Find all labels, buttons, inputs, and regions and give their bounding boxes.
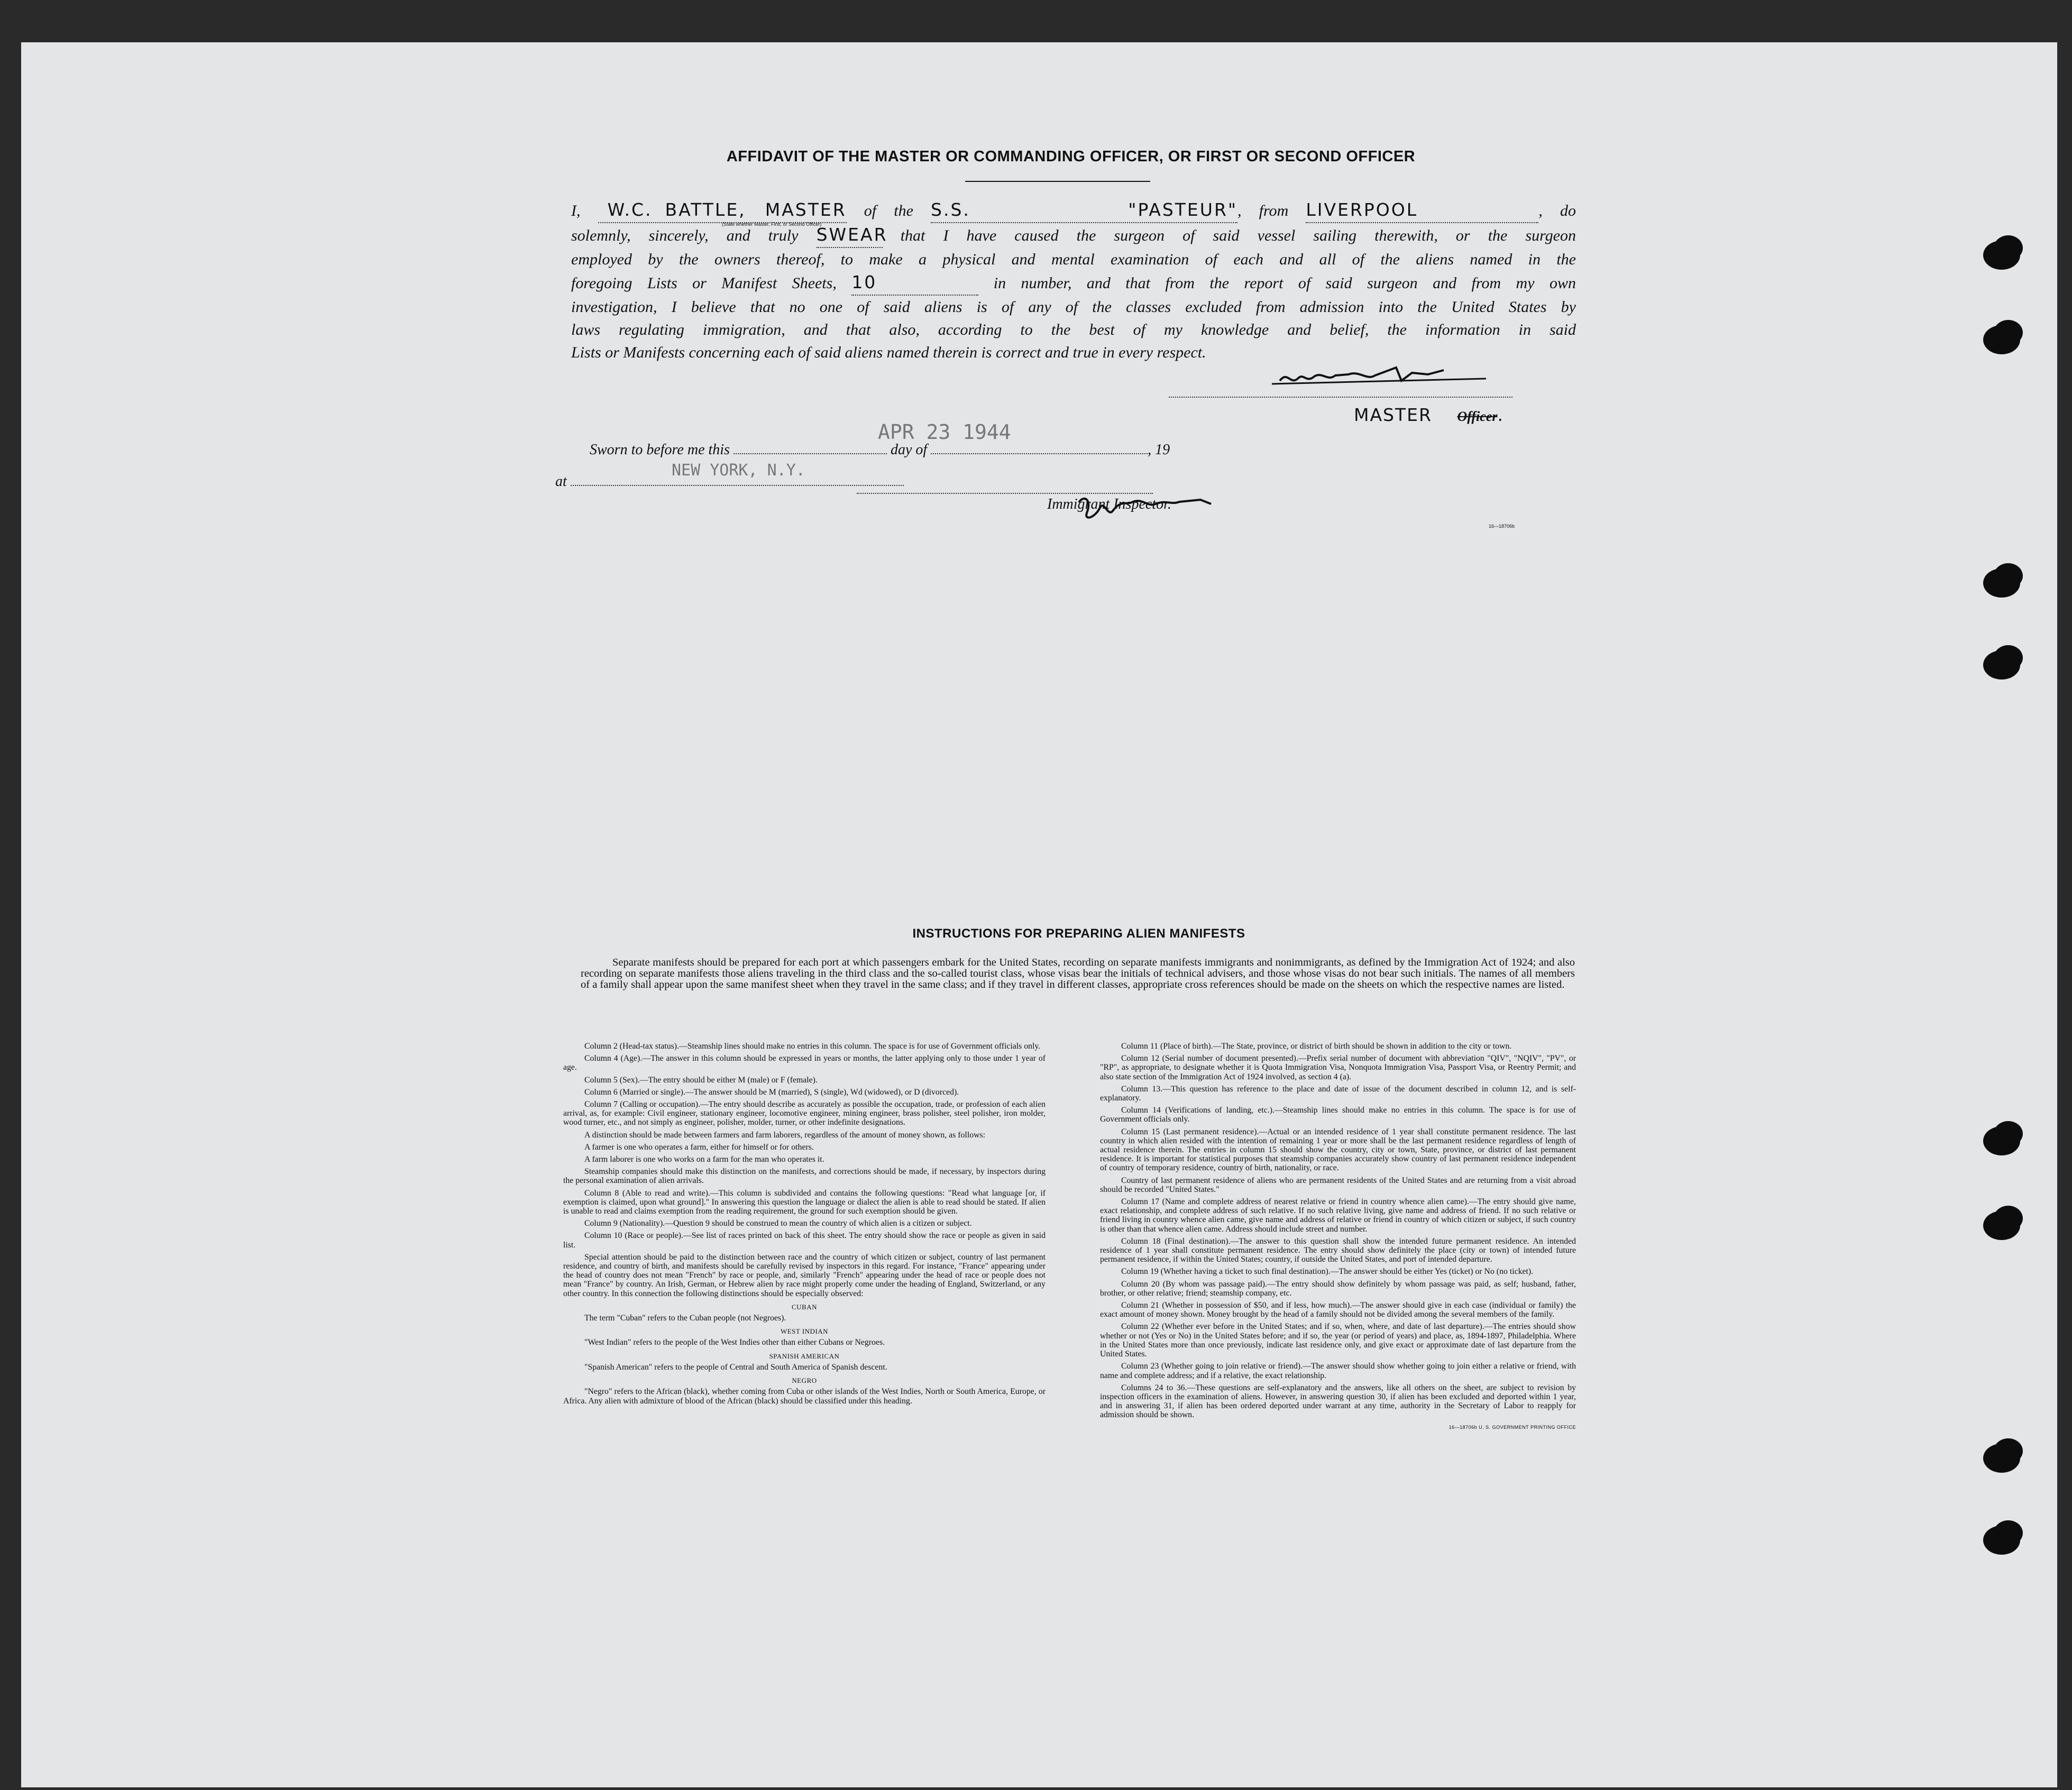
- cuban-paragraph: The term "Cuban" refers to the Cuban people (not Negroes).: [584, 1314, 786, 1323]
- master-signature: [1269, 360, 1497, 391]
- sheet-count-field: 10: [851, 271, 978, 296]
- binder-hole: [1983, 1126, 2020, 1155]
- vessel-field: S.S. "PASTEUR": [931, 198, 1237, 223]
- instruction-paragraph: Column 10 (Race or people).—See list of races printed on back of this sheet. The entry should show the race or people as given in said list.: [563, 1231, 1046, 1250]
- title-rule: [965, 181, 1150, 182]
- binder-hole: [1983, 241, 2020, 270]
- instruction-paragraph: Column 21 (Whether in possession of $50, and if less, how much).—The answer should give in each case (individual or family) the exact amount of money shown. Money brought by the head of a family should not be divided among the several members of the family.: [1100, 1301, 1576, 1319]
- spanish-american-heading: SPANISH AMERICAN: [769, 1352, 840, 1360]
- printing-office-footer: 16—18706b U. S. GOVERNMENT PRINTING OFFICE: [1448, 1424, 1576, 1430]
- affidavit-title: AFFIDAVIT OF THE MASTER OR COMMANDING OFFICER, OR FIRST OR SECOND OFFICER: [726, 148, 1416, 165]
- instruction-paragraph: Steamship companies should make this distinction on the manifests, and corrections should be made, if necessary, by inspectors during the personal examination of alien arrivals.: [563, 1167, 1046, 1186]
- instruction-paragraph: Column 13.—This question has reference to the place and date of issue of the document described in column 12, and is self-explanatory.: [1100, 1084, 1576, 1103]
- binder-hole: [1983, 325, 2020, 354]
- instruction-paragraph: Column 2 (Head-tax status).—Steamship lines should make no entries in this column. The space is for use of Government officials only.: [584, 1042, 1041, 1051]
- west-indian-heading: WEST INDIAN: [780, 1327, 829, 1336]
- officer-name-field: W.C. BATTLE, MASTER: [598, 198, 847, 223]
- negro-heading: NEGRO: [792, 1376, 817, 1385]
- instruction-paragraph: Column 22 (Whether ever before in the United States; and if so, when, where, and date of last departure).—The entries should show whether or not (Yes or No) in the United States before; and if so, the year (or period of years) and place, as, 1894-1897, Philadelphia. Where in the United States more than once previously, indicate last residence only, and give exact or approximate date of last departure from the United States.: [1100, 1322, 1576, 1359]
- instruction-paragraph: Special attention should be paid to the distinction between race and the country of which citizen or subject, country of last permanent residence, and country of birth, and manifests should be carefully revised by inspectors in this regard. For instance, "France" appearing under the head of country does not mean "French" by race or people, and, similarly "French" appearing under the head of race or people does not mean "France" by country. An Irish, German, or Hebrew alien by race might properly come under the heading of England, Switzerland, or any other country. In this connection the following distinctions should be especially observed:: [563, 1252, 1046, 1298]
- date-stamp: APR 23 1944: [878, 420, 1011, 444]
- port-field: LIVERPOOL: [1306, 198, 1538, 223]
- place-stamp: NEW YORK, N.Y.: [672, 461, 805, 480]
- instruction-paragraph: Column 7 (Calling or occupation).—The entry should describe as accurately as possible the occupation, trade, or profession of each alien arrival, as, for example: Civil engineer, stationary engineer, locomotive engineer, mining engineer, brass polisher, steel polisher, iron molder, wood turner, etc., and not simply as engineer, polisher, molder, turner, or other indefinite designations.: [563, 1100, 1046, 1127]
- form-number: 16—18706b: [1489, 524, 1515, 529]
- instruction-paragraph: Column 12 (Serial number of document presented).—Prefix serial number of document with abbreviation "QIV", "NQIV", "PV", or "RP", as appropriate, to designate whether it is Quota Immigration Visa, Nonquota Immigration Visa, Passport Visa, or Reentry Permit; and also state section of the Immigration Act of 1924 involved, as section 4 (a).: [1100, 1054, 1576, 1081]
- binder-hole: [1983, 568, 2020, 598]
- oath-field: SWEAR: [817, 223, 883, 248]
- spanish-american-paragraph: "Spanish American" refers to the people of Central and South America of Spanish descent.: [584, 1362, 887, 1372]
- officer-title: MASTER Officer.: [1354, 405, 1504, 425]
- instruction-paragraph: Column 15 (Last permanent residence).—Actual or an intended residence of 1 year shall constitute permanent residence. The last country in which alien resided with the intention of remaining 1 year or more shall be the last permanent residence regardless of length of actual residence therein. The entries in column 15 should show the country, city or town, State, province, or district of last permanent residence. It is important for statistical purposes that steamship companies accurately show country of last permanent residence independent of country of temporary residence, country of birth, nationality, or race.: [1100, 1127, 1576, 1173]
- instruction-paragraph: Country of last permanent residence of aliens who are permanent residents of the United States and are returning from a visit abroad should be recorded "United States.": [1100, 1176, 1576, 1194]
- sworn-line: Sworn to before me this day of , 19: [590, 442, 1170, 458]
- instruction-paragraph: Column 14 (Verifications of landing, etc.).—Steamship lines should make no entries in this column. The space is for use of Government officials only.: [1100, 1106, 1576, 1124]
- manifest-page: [21, 42, 2057, 1787]
- instructions-title: INSTRUCTIONS FOR PREPARING ALIEN MANIFESTS: [912, 926, 1245, 941]
- cuban-heading: CUBAN: [791, 1302, 817, 1311]
- instructions-intro: Separate manifests should be prepared for each port at which passengers embark for the United States, recording on separate manifests immigrants and nonimmigrants, as defined by the Immigration Act of 1924; and also recording on separate manifests those aliens traveling in the third class and the so-called tourist class, whose visas bear the initials of technical advisers, and those whose visas do not bear such initials. The names of all members of a family shall appear upon the same manifest sheet when they travel in the same class; and if they travel in different classes, appropriate cross references should be made on the sheets on which the respective names are listed.: [581, 957, 1575, 990]
- binder-hole: [1983, 1211, 2020, 1240]
- instruction-paragraph: Column 6 (Married or single).—The answer should be M (married), S (single), Wd (widowed), or D (divorced).: [584, 1087, 959, 1097]
- instruction-paragraph: A farmer is one who operates a farm, either for himself or for others.: [584, 1142, 814, 1152]
- instruction-paragraph: Column 5 (Sex).—The entry should be either M (male) or F (female).: [584, 1075, 818, 1085]
- signature-rule: [1169, 397, 1512, 399]
- instruction-paragraph: Column 8 (Able to read and write).—This column is subdivided and contains the following questions: "Read what language [or, if exemption is claimed, upon what ground]." In answering this question the language or dialect the alien is able to read should be stated. If alien is unable to read and claims exemption from the reading requirement, the ground for such exemption should be given.: [563, 1188, 1046, 1216]
- instruction-paragraph: Column 18 (Final destination).—The answer to this question shall show the intended future permanent residence. An intended residence of 1 year shall constitute permanent residence. The entry should show definitely the place (city or town) of intended future permanent residence, if within the United States; country, if outside the United States, and port of intended departure.: [1100, 1236, 1576, 1264]
- west-indian-paragraph: "West Indian" refers to the people of the West Indies other than either Cubans or Negroes.: [584, 1338, 885, 1347]
- instruction-paragraph: Column 20 (By whom was passage paid).—The entry should show definitely by whom passage was paid, as self; husband, father, brother, or other relative; friend; steamship company, etc.: [1100, 1279, 1576, 1298]
- instruction-paragraph: Column 23 (Whether going to join relative or friend).—The answer should show whether going to join either a relative or friend, with name and complete address; and if a relative, the exact relationship.: [1100, 1362, 1576, 1380]
- instruction-paragraph: Column 11 (Place of birth).—The State, province, or district of birth should be shown in addition to the city or town.: [1121, 1042, 1512, 1051]
- instruction-paragraph: Column 17 (Name and complete address of nearest relative or friend in country whence alien came).—The entry should give name, exact relationship, and complete address of such relative. If no such relative living, give name and address of friend. If no such relative or friend living in country whence alien came, give name and address of relative or friend in country of which citizen or subject, if such country is other than that whence alien came. Address should include street and number.: [1100, 1197, 1576, 1234]
- instruction-paragraph: Column 9 (Nationality).—Question 9 should be construed to mean the country of which alien is a citizen or subject.: [584, 1219, 972, 1228]
- instruction-paragraph: Column 19 (Whether having a ticket to such final destination).—The answer should be either Yes (ticket) or No (no ticket).: [1121, 1267, 1534, 1277]
- affidavit-text: I, W.C. BATTLE, MASTER of the S.S. "PASTEUR", from LIVERPOOL , do solemnly, sincerely, and truly SWEAR that I have caused the surgeon of said vessel sailing therewith, or the surgeon employed by the owners thereof, to make a physical and mental examination of each and all of the aliens named in the foregoing Lists or Manifest Sheets, 10 in number, and that from the report of said surgeon and from my own investigation, I believe that no one of said aliens is of any of the classes excluded from admission into the United States by laws regulating immigration, and that also, according to the best of my knowledge and belief, the information in said Lists or Manifests concerning each of said aliens named therein is correct and true in every respect.: [571, 199, 1576, 361]
- instructions-right-column: [1100, 1042, 1576, 1432]
- negro-paragraph: "Negro" refers to the African (black), whether coming from Cuba or other islands of the West Indies, North or South America, Europe, or Africa. Any alien with admixture of blood of the African (black) should be classified under this heading.: [563, 1387, 1046, 1406]
- binder-hole: [1983, 650, 2020, 680]
- rank-hint: (State whether Master, First, or Second Officer): [722, 222, 822, 227]
- inspector-rule: [857, 493, 1153, 495]
- instructions-left-column: [563, 1042, 1046, 1409]
- binder-hole: [1983, 1526, 2020, 1555]
- instruction-paragraph: Column 4 (Age).—The answer in this column should be expressed in years or months, the latter applying only to those under 1 year of age.: [563, 1054, 1046, 1072]
- at-line: at: [555, 473, 904, 490]
- instruction-paragraph: A distinction should be made between farmers and farm laborers, regardless of the amount of money shown, as follows:: [584, 1130, 986, 1140]
- inspector-label: Immigrant Inspector.: [1047, 496, 1171, 512]
- instruction-paragraph: Columns 24 to 36.—These questions are self-explanatory and the answers, like all others on the sheet, are subject to revision by inspection officers in the examination of aliens. However, in answering question 30, if alien has been excluded and deported within 1 year, and in answering 31, if alien has been ordered deported under warrant at any time, authority in the Secretary of Labor to reapply for admission should be shown.: [1100, 1383, 1576, 1420]
- binder-hole: [1983, 1444, 2020, 1473]
- instruction-paragraph: A farm laborer is one who works on a farm for the man who operates it.: [584, 1155, 824, 1164]
